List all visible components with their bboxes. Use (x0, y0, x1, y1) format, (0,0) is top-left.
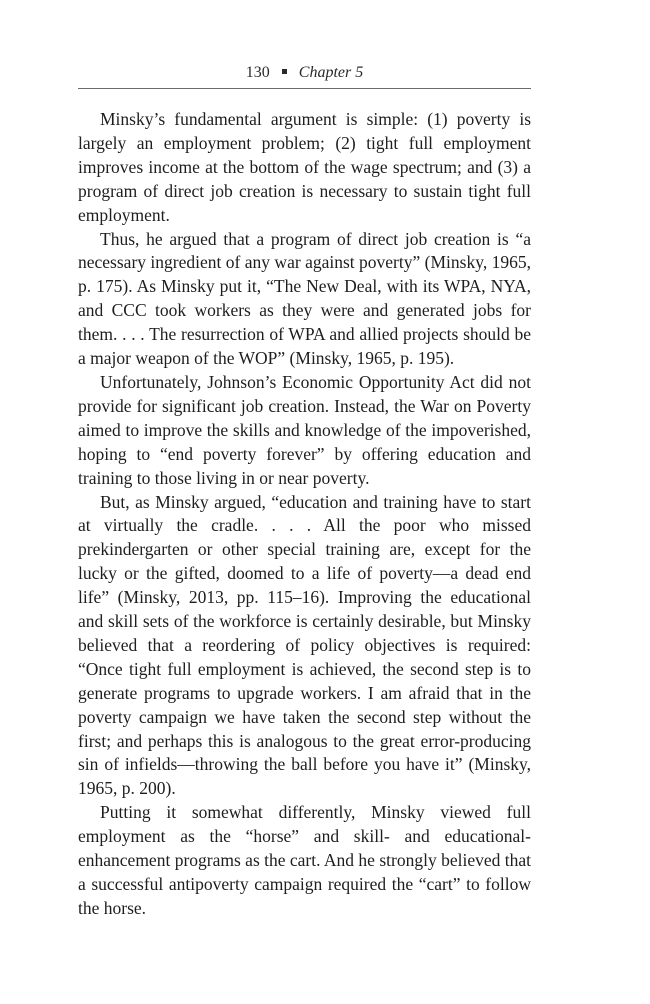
header-rule (78, 88, 531, 89)
chapter-title: Chapter 5 (298, 64, 364, 81)
page-number: 130 (245, 64, 270, 81)
body-text (78, 108, 531, 921)
paragraph-1: Minsky’s fundamental argument is simple: (1) poverty is largely an employment problem; (2) tight full employment improves income at the bottom of the wage spectrum; and (3) a program of direct job creation is necessary to sustain tight full employment. (78, 109, 531, 225)
separator-square-icon (282, 69, 287, 74)
paragraph-3: Unfortunately, Johnson’s Economic Opportunity Act did not provide for significant job creation. Instead, the War on Poverty aimed to improve the skills and knowledge of the impoverished, hoping to “end poverty forever” by offering education and training to those living in or near poverty. (78, 371, 531, 488)
paragraph-4: But, as Minsky argued, “education and training have to start at virtually the cradle. . . . All the poor who missed prekindergarten or other special training are, except for the lucky or the gifted, doomed to a life of poverty—a dead end life” (Minsky, 2013, pp. 115–16). Improving the educational and skill sets of the workforce is certainly desirable, but Minsky believed that a reordering of policy objectives is required: “Once tight full employment is achieved, the second step is to generate programs to upgrade workers. I am afraid that in the poverty campaign we have taken the second step without the first; and perhaps this is analogous to the great error-producing sin of infields—throwing the ball before you have it” (Minsky, 1965, p. 200). (78, 491, 531, 799)
paragraph-5: Putting it somewhat differently, Minsky viewed full employment as the “horse” and skill- and educational-enhancement programs as the cart. And he strongly believed that a successful antipoverty campaign required the “cart” to follow the horse. (78, 802, 531, 918)
paragraph-2: Thus, he argued that a program of direct job creation is “a necessary ingredient of any war against poverty” (Minsky, 1965, p. 175). As Minsky put it, “The New Deal, with its WPA, NYA, and CCC took workers as they were and generated jobs for them. . . . The resurrection of WPA and allied projects should be a major weapon of the WOP” (Minsky, 1965, p. 195). (78, 228, 531, 369)
running-header (78, 62, 531, 84)
